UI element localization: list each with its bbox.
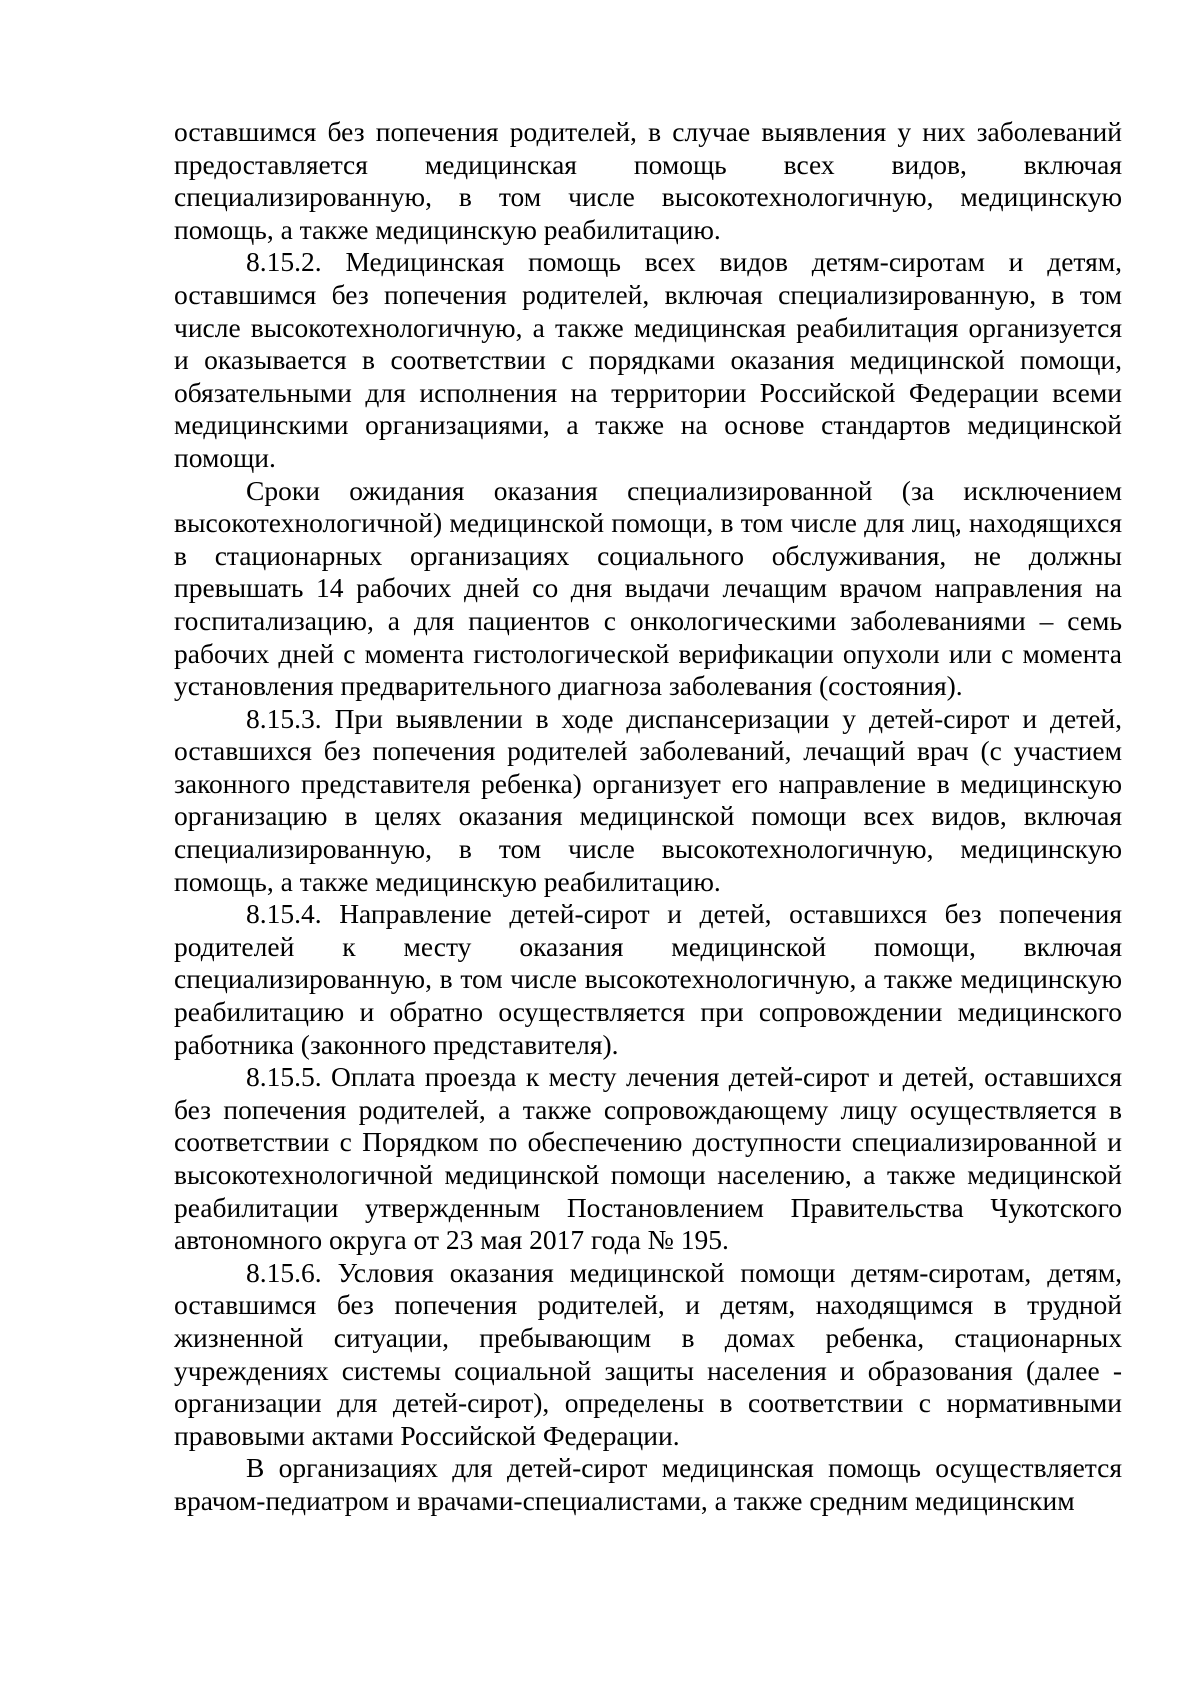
paragraph-8-15-6: 8.15.6. Условия оказания медицинской помощи детям-сиротам, детям, оставшимся без попечения родителей, и детям, находящимся в трудной жизненной ситуации, пребывающим в домах ребенка, стационарных учреждениях системы социальной защиты населения и образования (далее - организации для детей-сирот), определены в соответствии с нормативными правовыми актами Российской Федерации. xyxy=(174,1256,1122,1451)
paragraph-orphan-organizations: В организациях для детей-сирот медицинская помощь осуществляется врачом-педиатром и врачами-специалистами, а также средним медицинским xyxy=(174,1452,1122,1516)
paragraph-8-15-4: 8.15.4. Направление детей-сирот и детей, оставшихся без попечения родителей к месту оказания медицинской помощи, включая специализированную, в том числе высокотехнологичную, а также медицинскую реабилитацию и обратно осуществляется при сопровождении медицинского работника (законного представителя). xyxy=(174,898,1122,1060)
paragraph-8-15-3: 8.15.3. При выявлении в ходе диспансеризации у детей-сирот и детей, оставшихся без попечения родителей заболеваний, лечащий врач (с участием законного представителя ребенка) организует его направление в медицинскую организацию в целях оказания медицинской помощи всех видов, включая специализированную, в том числе высокотехнологичную, медицинскую помощь, а также медицинскую реабилитацию. xyxy=(174,702,1122,897)
document-page xyxy=(174,116,1122,1518)
paragraph-continuation: оставшимся без попечения родителей, в случае выявления у них заболеваний предоставляется медицинская помощь всех видов, включая специализированную, в том числе высокотехнологичную, медицинскую помощь, а также медицинскую реабилитацию. xyxy=(174,116,1122,245)
paragraph-8-15-2: 8.15.2. Медицинская помощь всех видов детям-сиротам и детям, оставшимся без попечения родителей, включая специализированную, в том числе высокотехнологичную, а также медицинская реабилитация организуется и оказывается в соответствии с порядками оказания медицинской помощи, обязательными для исполнения на территории Российской Федерации всеми медицинскими организациями, а также на основе стандартов медицинской помощи. xyxy=(174,246,1122,473)
paragraph-waiting-times: Сроки ожидания оказания специализированной (за исключением высокотехнологичной) медицинской помощи, в том числе для лиц, находящихся в стационарных организациях социального обслуживания, не должны превышать 14 рабочих дней со дня выдачи лечащим врачом направления на госпитализацию, а для пациентов с онкологическими заболеваниями – семь рабочих дней с момента гистологической верификации опухоли или с момента установления предварительного диагноза заболевания (состояния). xyxy=(174,474,1122,702)
paragraph-8-15-5: 8.15.5. Оплата проезда к месту лечения детей-сирот и детей, оставшихся без попечения родителей, а также сопровождающему лицу осуществляется в соответствии с Порядком по обеспечению доступности специализированной и высокотехнологичной медицинской помощи населению, а также медицинской реабилитации утвержденным Постановлением Правительства Чукотского автономного округа от 23 мая 2017 года № 195. xyxy=(174,1061,1122,1256)
